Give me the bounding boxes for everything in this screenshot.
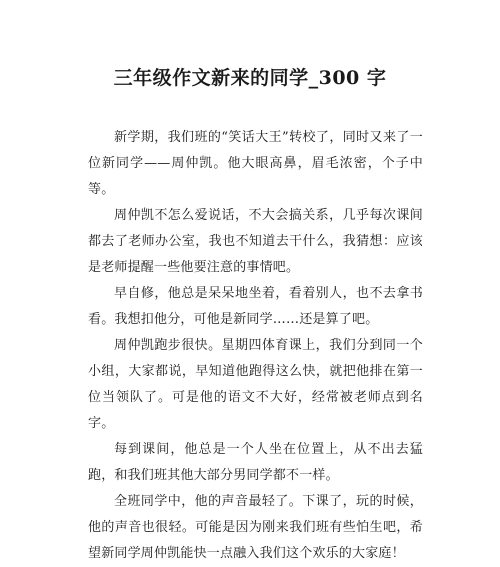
essay-paragraph-6: 全班同学中，他的声音最轻了。下课了，玩的时候，他的声音也很轻。可能是因为刚来我们班有些怕生吧，希望新同学周仲凯能快一点融入我们这个欢乐的大家庭！ (88, 494, 423, 561)
essay-paragraph-3: 早自修，他总是呆呆地坐着，看着别人，也不去拿书看。我想扣他分，可他是新同学……还是算了吧。 (88, 286, 423, 327)
essay-paragraph-5: 每到课间，他总是一个人坐在位置上，从不出去猛跑，和我们班其他大部分男同学都不一样。 (88, 442, 423, 483)
essay-paragraph-4: 周仲凯跑步很快。星期四体育课上，我们分到同一个小组，大家都说，早知道他跑得这么快，就把他排在第一位当领队了。可是他的语文不大好，经常被老师点到名字。 (88, 338, 423, 431)
document-title: 三年级作文新来的同学_300 字 (113, 67, 387, 89)
essay-paragraph-2: 周仲凯不怎么爱说话，不大会搞关系，几乎每次课间都去了老师办公室，我也不知道去干什么，我猜想：应该是老师提醒一些他要注意的事情吧。 (88, 208, 423, 275)
essay-paragraph-1: 新学期，我们班的“笑话大王”转校了，同时又来了一位新同学——周仲凯。他大眼高鼻，眉毛浓密，个子中等。 (88, 130, 423, 197)
essay-body (88, 125, 423, 567)
